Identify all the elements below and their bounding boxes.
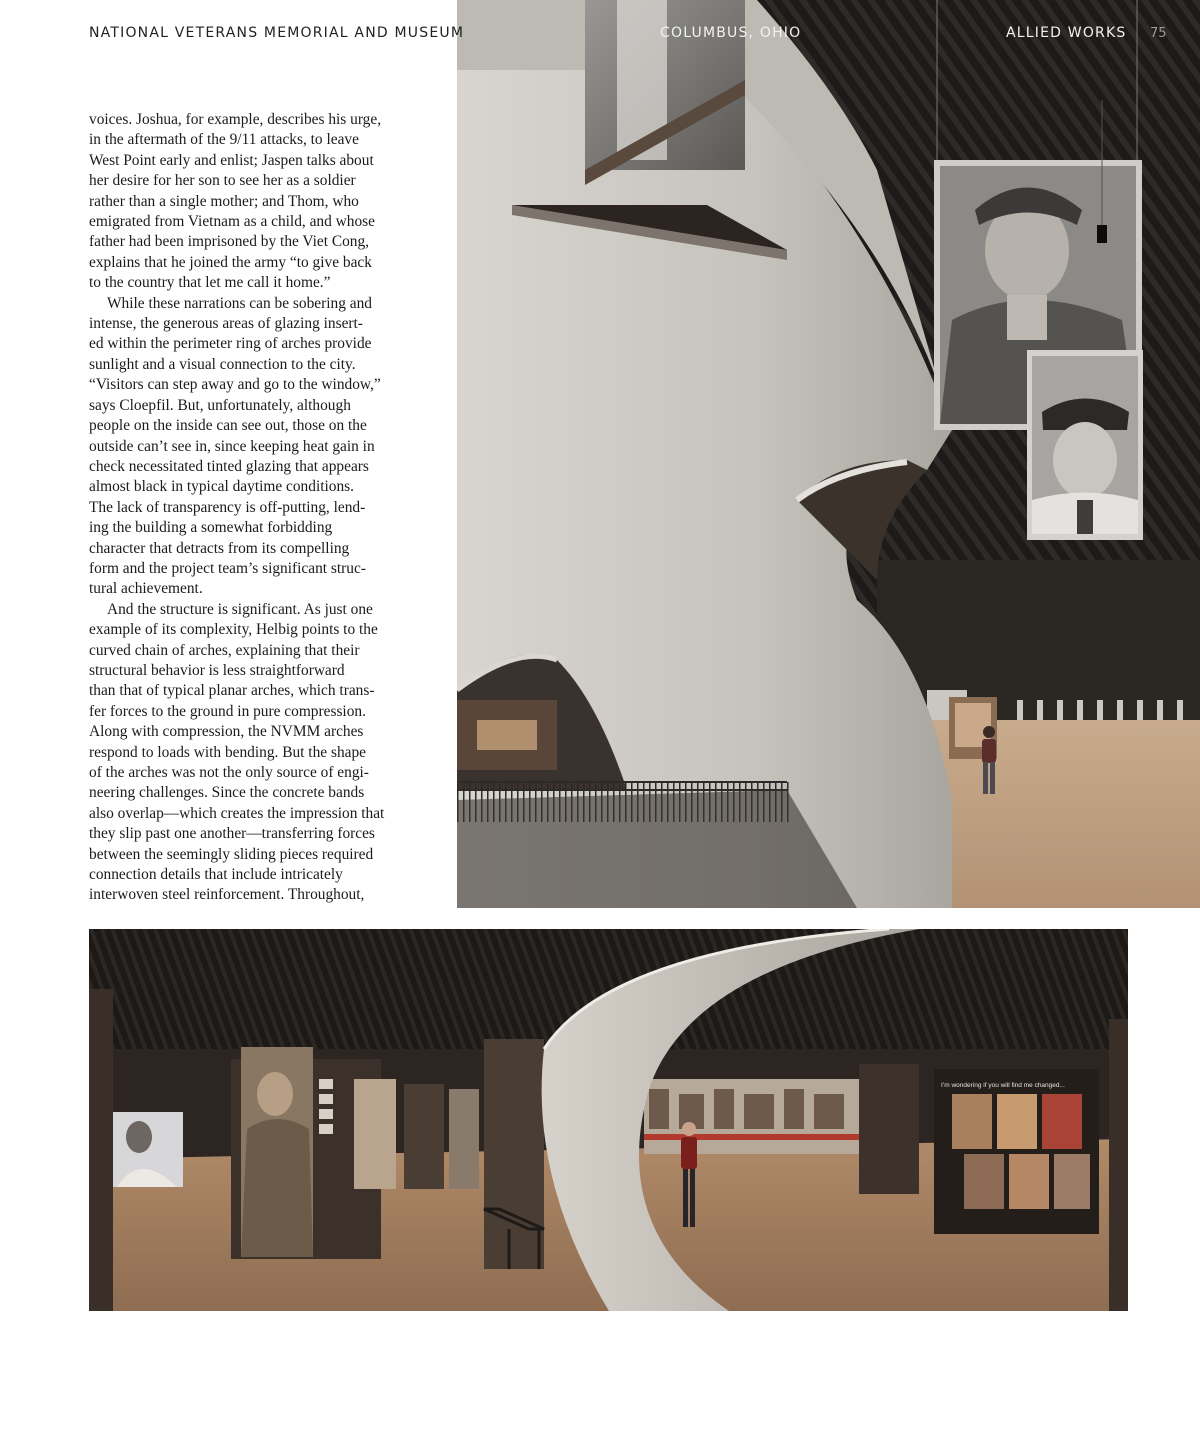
article-line: fer forces to the ground in pure compression. <box>89 702 366 720</box>
article-line: almost black in typical daytime conditions. <box>89 478 355 496</box>
location-label: COLUMBUS, OHIO <box>660 25 802 41</box>
article-line: emigrated from Vietnam as a child, and whose <box>89 213 375 231</box>
article-line: explains that he joined the army “to give back <box>89 253 372 271</box>
article-line: ed within the perimeter ring of arches provide <box>89 335 372 353</box>
photo-gallery <box>89 929 1128 1311</box>
architect-label: ALLIED WORKS <box>1006 25 1127 41</box>
article-line: The lack of transparency is off-putting, lend- <box>89 498 366 516</box>
article-line: people on the inside can see out, those on the <box>89 417 367 435</box>
article-line: than that of typical planar arches, which trans- <box>89 682 375 700</box>
article-line: her desire for her son to see her as a soldier <box>89 172 356 190</box>
article-line: structural behavior is less straightforward <box>89 661 345 679</box>
portrait-soldier-uniform <box>1027 350 1143 540</box>
article-body <box>89 110 429 906</box>
article-line: rather than a single mother; and Thom, who <box>89 192 359 210</box>
article-line: tural achievement. <box>89 580 203 598</box>
publication-title: NATIONAL VETERANS MEMORIAL AND MUSEUM <box>89 25 465 41</box>
photo-atrium <box>457 0 1200 908</box>
exhibit-sign-text: I’m wondering if you will find me changed... <box>941 1082 1065 1089</box>
article-line: father had been imprisoned by the Viet Cong, <box>89 233 370 251</box>
page-number: 75 <box>1150 26 1167 41</box>
article-line: character that detracts from its compelling <box>89 539 350 557</box>
portrait-wall <box>934 1069 1099 1234</box>
article-line: curved chain of arches, explaining that their <box>89 641 360 659</box>
article-line: “Visitors can step away and go to the window,” <box>89 376 381 394</box>
article-line: voices. Joshua, for example, describes his urge, <box>89 111 382 128</box>
article-line: respond to loads with bending. But the shape <box>89 743 366 761</box>
article-line: form and the project team’s significant struc- <box>89 559 366 577</box>
article-line: While these narrations can be sobering and <box>107 294 372 312</box>
article-line: between the seemingly sliding pieces required <box>89 845 374 863</box>
article-line: sunlight and a visual connection to the city. <box>89 355 356 373</box>
article-line: of the arches was not the only source of engi- <box>89 764 369 781</box>
article-line: intense, the generous areas of glazing insert- <box>89 315 363 333</box>
article-line: in the aftermath of the 9/11 attacks, to leave <box>89 131 359 149</box>
article-line: neering challenges. Since the concrete bands <box>89 784 365 802</box>
article-line: they slip past one another—transferring forces <box>89 825 375 843</box>
article-line: check necessitated tinted glazing that appears <box>89 457 369 475</box>
article-line: outside can’t see in, since keeping heat gain in <box>89 437 375 455</box>
article-line: Along with compression, the NVMM arches <box>89 723 364 741</box>
article-line: says Cloepfil. But, unfortunately, although <box>89 396 351 414</box>
article-line: West Point early and enlist; Jaspen talks about <box>89 151 374 169</box>
article-line: to the country that let me call it home.” <box>89 274 331 292</box>
article-line: also overlap—which creates the impression that <box>89 804 385 822</box>
article-line: example of its complexity, Helbig points to the <box>89 621 378 639</box>
article-line: And the structure is significant. As just one <box>107 600 373 618</box>
article-line: connection details that include intricately <box>89 866 343 884</box>
article-line: interwoven steel reinforcement. Throughout, <box>89 886 365 904</box>
article-line: ing the building a somewhat forbidding <box>89 519 333 537</box>
